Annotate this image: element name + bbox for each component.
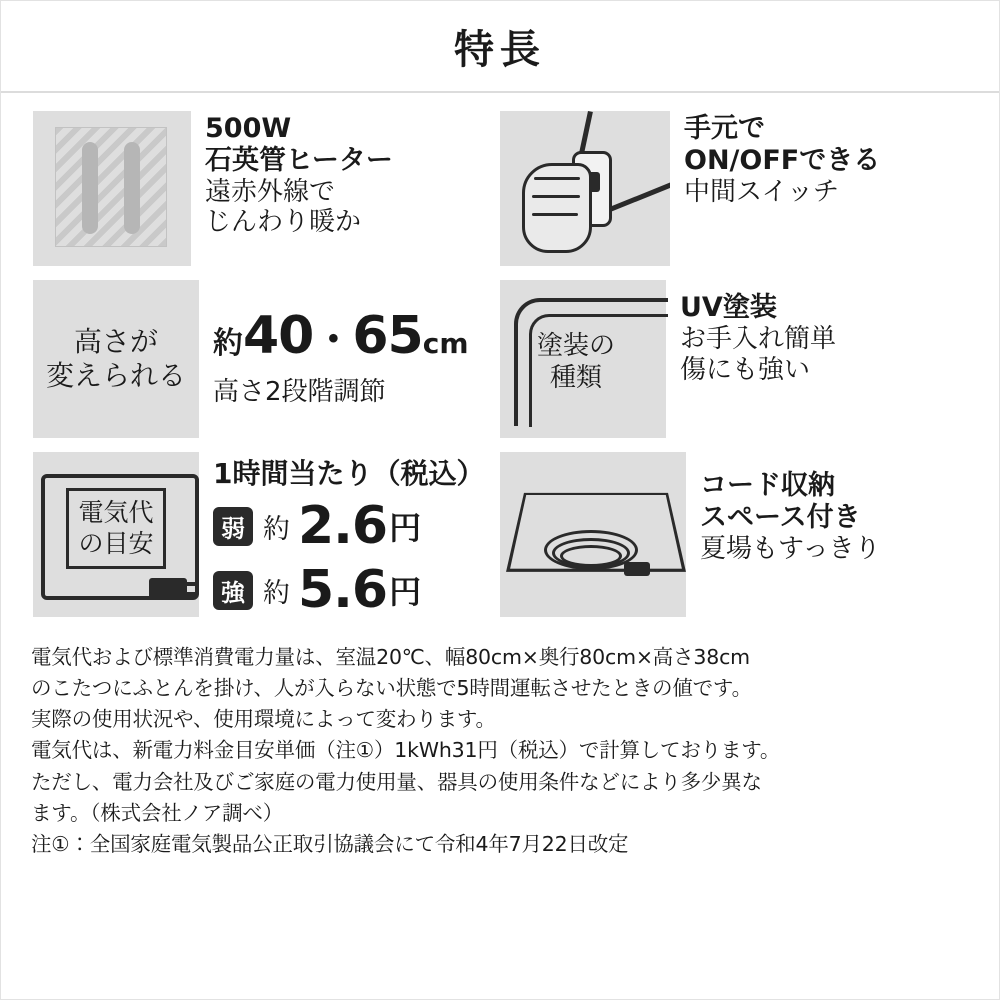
footnote-line-4: 電気代は、新電力料金目安単価（注①）1kWh31円（税込）で計算しております。 xyxy=(31,738,781,763)
height-sub: 高さ2段階調節 xyxy=(213,377,386,408)
cord-storage-thumbnail xyxy=(500,452,686,617)
price-row-high xyxy=(213,560,484,620)
footnote xyxy=(1,634,999,860)
price-approx-high: 約 xyxy=(263,577,290,609)
height-value-2: 65 xyxy=(352,306,423,366)
heater-thumbnail xyxy=(33,111,191,266)
cord-storage-text xyxy=(686,452,880,564)
electricity-badge-line2: の目安 xyxy=(78,528,154,558)
cord-line2: スペース付き xyxy=(700,501,861,533)
feature-electricity xyxy=(33,452,500,620)
page-title: 特長 xyxy=(454,26,546,73)
feature-cord-storage xyxy=(500,452,967,620)
switch-line2: ON/OFFできる xyxy=(684,144,881,176)
cord-line3: 夏場もすっきり xyxy=(700,533,881,564)
switch-line1: 手元で xyxy=(684,113,765,144)
footnote-line-1: 電気代および標準消費電力量は、室温20℃、幅80cm×奥行80cm×高さ38cm xyxy=(31,645,750,669)
height-badge-line1: 高さが xyxy=(73,324,158,358)
footnote-line-2: のこたつにふとんを掛け、人が入らない状態で5時間運転させたときの値です。 xyxy=(31,676,752,701)
electricity-badge xyxy=(66,488,165,569)
price-value-high: 5.6 xyxy=(298,560,388,620)
paint-text xyxy=(666,280,836,385)
paint-line3: 傷にも強い xyxy=(680,354,811,385)
feature-heater xyxy=(33,111,500,266)
paint-badge xyxy=(537,330,615,395)
feature-grid xyxy=(1,93,999,620)
feature-row-2 xyxy=(33,280,967,438)
price-unit-low: 円 xyxy=(389,509,422,547)
paint-line1: UV塗装 xyxy=(680,292,777,323)
switch-line3: 中間スイッチ xyxy=(684,176,839,207)
paint-thumbnail xyxy=(500,280,666,438)
paint-line2: お手入れ簡単 xyxy=(680,323,837,354)
feature-row-3 xyxy=(33,452,967,620)
height-badge xyxy=(33,280,199,438)
paint-badge-line2: 種類 xyxy=(549,363,602,393)
height-text xyxy=(199,280,469,408)
footnote-line-7: 注①：全国家庭電気製品公正取引協議会にて令和4年7月22日改定 xyxy=(31,831,629,856)
heater-panel-icon xyxy=(55,127,167,247)
feature-row-1 xyxy=(33,111,967,266)
heater-line4: じんわり暖か xyxy=(205,207,362,238)
footnote-line-5: ただし、電力会社及びご家庭の電力使用量、器具の使用条件などにより多少異な xyxy=(31,769,762,794)
price-chip-low: 弱 xyxy=(213,507,253,546)
paint-badge-line1: 塗装の xyxy=(536,330,615,361)
electricity-thumbnail xyxy=(33,452,199,617)
footnote-line-3: 実際の使用状況や、使用環境によって変わります。 xyxy=(31,707,496,732)
price-value-low: 2.6 xyxy=(298,496,388,556)
cord-line1: コード収納 xyxy=(700,470,835,501)
height-approx: 約 xyxy=(213,326,243,361)
price-row-low xyxy=(213,496,484,556)
feature-switch xyxy=(500,111,967,266)
price-chip-high: 強 xyxy=(213,571,253,610)
feature-height xyxy=(33,280,500,438)
electricity-prices xyxy=(199,452,484,620)
page-header xyxy=(1,1,999,93)
price-unit-high: 円 xyxy=(389,573,422,611)
height-value-1: 40 xyxy=(243,306,314,366)
electricity-badge-line1: 電気代 xyxy=(78,498,154,527)
plug-icon xyxy=(149,578,187,600)
heater-line1: 500W xyxy=(205,113,292,144)
footnote-line-6: ます。（株式会社ノア調べ） xyxy=(31,800,284,825)
feature-paint xyxy=(500,280,967,438)
height-badge-line2: 変えられる xyxy=(45,359,186,392)
heater-line2: 石英管ヒーター xyxy=(205,144,393,176)
switch-text xyxy=(670,111,880,207)
heater-line3: 遠赤外線で xyxy=(205,176,336,207)
height-unit: cm xyxy=(422,327,469,360)
electricity-heading: 1時間当たり（税込） xyxy=(213,457,485,490)
price-approx-low: 約 xyxy=(263,513,290,545)
height-separator: ・ xyxy=(313,317,353,363)
cord-plug-icon xyxy=(624,562,650,576)
switch-thumbnail xyxy=(500,111,670,266)
heater-text xyxy=(191,111,393,238)
